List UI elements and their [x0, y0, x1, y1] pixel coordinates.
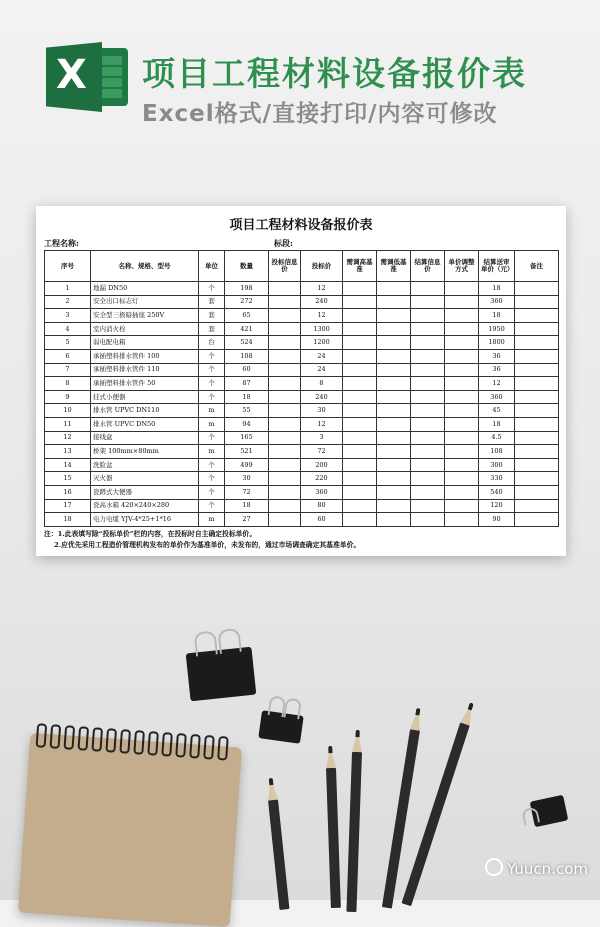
- table-cell: [269, 295, 301, 309]
- table-cell: [377, 349, 411, 363]
- table-cell: [445, 349, 479, 363]
- table-cell: [269, 472, 301, 486]
- column-header: 备注: [515, 251, 559, 282]
- table-cell: [269, 322, 301, 336]
- table-cell: [343, 472, 377, 486]
- table-cell: [343, 363, 377, 377]
- table-cell: [411, 336, 445, 350]
- table-cell: [445, 472, 479, 486]
- table-cell: 60: [301, 513, 343, 527]
- page-title: 项目工程材料设备报价表: [142, 54, 527, 93]
- table-cell: 421: [225, 322, 269, 336]
- table-cell: 2: [45, 295, 91, 309]
- table-cell: 300: [479, 458, 515, 472]
- table-cell: 330: [479, 472, 515, 486]
- table-cell: [269, 309, 301, 323]
- table-cell: [269, 349, 301, 363]
- table-cell: [343, 404, 377, 418]
- table-cell: [269, 404, 301, 418]
- table-cell: [445, 458, 479, 472]
- excel-logo-icon: [46, 42, 130, 112]
- table-cell: [445, 431, 479, 445]
- table-cell: [515, 485, 559, 499]
- binder-clip-icon: [186, 647, 257, 702]
- table-cell: [411, 472, 445, 486]
- table-cell: 499: [225, 458, 269, 472]
- column-header: 名称、规格、型号: [91, 251, 199, 282]
- table-cell: 65: [225, 309, 269, 323]
- table-cell: 45: [479, 404, 515, 418]
- table-cell: [343, 309, 377, 323]
- table-cell: 18: [45, 513, 91, 527]
- table-cell: 安全出口标志灯: [91, 295, 199, 309]
- table-cell: [343, 390, 377, 404]
- table-cell: 240: [301, 295, 343, 309]
- column-header: 序号: [45, 251, 91, 282]
- table-cell: 24: [301, 363, 343, 377]
- table-cell: 3: [301, 431, 343, 445]
- table-cell: [269, 445, 301, 459]
- table-cell: [445, 282, 479, 296]
- pencil-icon: [268, 799, 289, 909]
- table-cell: [411, 445, 445, 459]
- table-cell: 108: [225, 349, 269, 363]
- table-cell: 24: [301, 349, 343, 363]
- table-cell: 360: [479, 295, 515, 309]
- table-cell: 4.5: [479, 431, 515, 445]
- table-cell: 9: [45, 390, 91, 404]
- table-cell: 11: [45, 417, 91, 431]
- table-cell: 240: [301, 390, 343, 404]
- table-cell: 个: [199, 349, 225, 363]
- table-cell: [377, 472, 411, 486]
- binder-clip-icon: [258, 710, 303, 744]
- table-cell: 14: [45, 458, 91, 472]
- table-cell: [411, 458, 445, 472]
- table-cell: 个: [199, 363, 225, 377]
- table-cell: [269, 282, 301, 296]
- table-cell: [377, 377, 411, 391]
- table-cell: [445, 485, 479, 499]
- table-cell: 个: [199, 390, 225, 404]
- table-cell: 18: [225, 499, 269, 513]
- table-cell: 18: [479, 417, 515, 431]
- table-cell: 27: [225, 513, 269, 527]
- table-cell: 3: [45, 309, 91, 323]
- table-row: [45, 472, 559, 486]
- section-label: 标段:: [274, 238, 293, 248]
- table-cell: [343, 295, 377, 309]
- table-cell: 套: [199, 322, 225, 336]
- table-cell: [515, 431, 559, 445]
- table-cell: 360: [479, 390, 515, 404]
- table-row: [45, 445, 559, 459]
- table-cell: 30: [225, 472, 269, 486]
- table-cell: 电力电缆 YJV-4*25+1*16: [91, 513, 199, 527]
- table-cell: [377, 417, 411, 431]
- table-cell: [515, 282, 559, 296]
- table-cell: [411, 417, 445, 431]
- table-cell: [269, 377, 301, 391]
- table-cell: [411, 282, 445, 296]
- table-row: [45, 295, 559, 309]
- table-cell: [411, 363, 445, 377]
- table-cell: 12: [301, 417, 343, 431]
- table-cell: [411, 349, 445, 363]
- table-row: [45, 513, 559, 527]
- pencil-icon: [346, 752, 362, 912]
- table-row: [45, 336, 559, 350]
- pencil-icon: [326, 768, 341, 908]
- table-cell: [377, 295, 411, 309]
- table-cell: m: [199, 513, 225, 527]
- table-cell: [411, 485, 445, 499]
- table-cell: [343, 513, 377, 527]
- table-cell: 个: [199, 458, 225, 472]
- table-cell: 弱电配电箱: [91, 336, 199, 350]
- table-cell: [343, 445, 377, 459]
- table-cell: [411, 404, 445, 418]
- table-cell: [269, 390, 301, 404]
- notes: [44, 529, 360, 551]
- table-cell: [515, 404, 559, 418]
- table-cell: 18: [225, 390, 269, 404]
- table-cell: [411, 322, 445, 336]
- table-row: [45, 404, 559, 418]
- table-cell: [377, 282, 411, 296]
- table-cell: [269, 417, 301, 431]
- table-cell: 12: [45, 431, 91, 445]
- table-cell: [269, 363, 301, 377]
- watermark: [485, 858, 588, 878]
- table-cell: 15: [45, 472, 91, 486]
- table-cell: 108: [479, 445, 515, 459]
- table-cell: [377, 445, 411, 459]
- table-cell: 55: [225, 404, 269, 418]
- table-cell: [343, 499, 377, 513]
- table-cell: 165: [225, 431, 269, 445]
- table-cell: [377, 322, 411, 336]
- table-cell: [515, 458, 559, 472]
- table-cell: 18: [479, 282, 515, 296]
- document-preview: [36, 206, 566, 556]
- document-title: 项目工程材料设备报价表: [229, 218, 373, 233]
- table-cell: 60: [225, 363, 269, 377]
- table-cell: [445, 377, 479, 391]
- table-cell: [377, 309, 411, 323]
- table-cell: 272: [225, 295, 269, 309]
- table-header-row: [45, 251, 559, 282]
- table-cell: 瓷蹲式大便器: [91, 485, 199, 499]
- table-cell: [515, 349, 559, 363]
- table-cell: 7: [45, 363, 91, 377]
- table-cell: [269, 336, 301, 350]
- table-cell: 承插塑料排水管件 50: [91, 377, 199, 391]
- table-cell: [343, 417, 377, 431]
- table-cell: [515, 322, 559, 336]
- table-row: [45, 309, 559, 323]
- table-cell: [343, 322, 377, 336]
- table-cell: 4: [45, 322, 91, 336]
- table-cell: [515, 363, 559, 377]
- table-cell: 30: [301, 404, 343, 418]
- table-row: [45, 458, 559, 472]
- table-row: [45, 485, 559, 499]
- table-cell: 8: [45, 377, 91, 391]
- table-cell: 12: [301, 309, 343, 323]
- table-cell: 个: [199, 485, 225, 499]
- table-cell: [515, 336, 559, 350]
- column-header: 单位: [199, 251, 225, 282]
- table-cell: [515, 309, 559, 323]
- column-header: 结算送审单价（元）: [479, 251, 515, 282]
- table-row: [45, 390, 559, 404]
- table-cell: [411, 390, 445, 404]
- table-cell: [269, 458, 301, 472]
- table-row: [45, 282, 559, 296]
- table-cell: 个: [199, 431, 225, 445]
- table-cell: 瓷高水箱 420×240×280: [91, 499, 199, 513]
- table-cell: [445, 336, 479, 350]
- table-cell: [377, 336, 411, 350]
- note-1: 注：1.此表填写除“投标单价”栏的内容，在投标时自主确定投标单价。: [44, 530, 257, 538]
- table-cell: [377, 499, 411, 513]
- table-cell: [343, 377, 377, 391]
- page-subtitle: Excel格式/直接打印/内容可修改: [142, 101, 498, 127]
- table-cell: 个: [199, 282, 225, 296]
- table-cell: [377, 363, 411, 377]
- table-cell: 524: [225, 336, 269, 350]
- table-cell: 16: [45, 485, 91, 499]
- table-cell: 36: [479, 349, 515, 363]
- table-cell: 灭火器: [91, 472, 199, 486]
- table-cell: 18: [479, 309, 515, 323]
- table-cell: 94: [225, 417, 269, 431]
- table-cell: [515, 472, 559, 486]
- table-row: [45, 363, 559, 377]
- table-cell: 洗脸盆: [91, 458, 199, 472]
- table-cell: 个: [199, 472, 225, 486]
- table-cell: [269, 431, 301, 445]
- table-cell: 36: [479, 363, 515, 377]
- table-cell: [377, 513, 411, 527]
- project-name-label: 工程名称:: [44, 238, 79, 248]
- table-cell: [445, 295, 479, 309]
- table-cell: 17: [45, 499, 91, 513]
- table-cell: 挂式小便器: [91, 390, 199, 404]
- notebook-image: [18, 733, 242, 927]
- column-header: 投标价: [301, 251, 343, 282]
- table-cell: 安全型三极暗插座 250V: [91, 309, 199, 323]
- table-cell: 200: [301, 458, 343, 472]
- table-cell: 12: [479, 377, 515, 391]
- table-cell: 套: [199, 309, 225, 323]
- table-cell: [377, 431, 411, 445]
- table-cell: 个: [199, 377, 225, 391]
- table-cell: 承插塑料排水管件 110: [91, 363, 199, 377]
- table-cell: 1300: [301, 322, 343, 336]
- logo-letter: X: [56, 52, 87, 98]
- watermark-icon: [485, 858, 503, 876]
- table-cell: [515, 499, 559, 513]
- table-cell: [515, 390, 559, 404]
- table-cell: [445, 513, 479, 527]
- table-cell: [269, 513, 301, 527]
- table-cell: [343, 336, 377, 350]
- table-cell: 120: [479, 499, 515, 513]
- watermark-text: Yuucn.com: [506, 860, 588, 878]
- table-cell: [445, 390, 479, 404]
- table-cell: [377, 485, 411, 499]
- table-cell: 1200: [301, 336, 343, 350]
- table-cell: 承插塑料排水管件 100: [91, 349, 199, 363]
- table-cell: [515, 513, 559, 527]
- table-cell: 接线盒: [91, 431, 199, 445]
- binder-clip-icon: [530, 795, 569, 828]
- table-cell: m: [199, 404, 225, 418]
- table-cell: 10: [45, 404, 91, 418]
- table-cell: 198: [225, 282, 269, 296]
- table-cell: [411, 309, 445, 323]
- table-cell: 360: [301, 485, 343, 499]
- table-cell: [515, 295, 559, 309]
- table-cell: 87: [225, 377, 269, 391]
- table-cell: [269, 485, 301, 499]
- table-cell: [377, 404, 411, 418]
- table-cell: 地漏 DN50: [91, 282, 199, 296]
- table-cell: 1950: [479, 322, 515, 336]
- table-cell: 个: [199, 499, 225, 513]
- table-cell: [411, 499, 445, 513]
- table-cell: [411, 377, 445, 391]
- table-cell: 套: [199, 295, 225, 309]
- quote-table: [44, 250, 559, 527]
- table-cell: m: [199, 417, 225, 431]
- table-cell: [445, 445, 479, 459]
- table-cell: 1800: [479, 336, 515, 350]
- table-cell: 80: [301, 499, 343, 513]
- table-cell: m: [199, 445, 225, 459]
- table-cell: [515, 417, 559, 431]
- table-row: [45, 322, 559, 336]
- table-cell: 521: [225, 445, 269, 459]
- table-cell: [445, 404, 479, 418]
- column-header: 需调高基准: [343, 251, 377, 282]
- table-cell: 8: [301, 377, 343, 391]
- table-cell: 台: [199, 336, 225, 350]
- table-row: [45, 377, 559, 391]
- table-body: [45, 282, 559, 527]
- column-header: 数量: [225, 251, 269, 282]
- table-cell: [377, 458, 411, 472]
- table-cell: 排水管 UPVC DN50: [91, 417, 199, 431]
- note-2: 2.应优先采用工程造价管理机构发布的单价作为基准单价，未发布的，通过市场调查确定其基准单价。: [54, 541, 361, 549]
- table-cell: [411, 431, 445, 445]
- table-cell: 桥架 100mm×80mm: [91, 445, 199, 459]
- table-cell: [445, 499, 479, 513]
- table-row: [45, 499, 559, 513]
- table-cell: 90: [479, 513, 515, 527]
- table-cell: [343, 349, 377, 363]
- column-header: 需调低基准: [377, 251, 411, 282]
- table-cell: [445, 322, 479, 336]
- table-row: [45, 349, 559, 363]
- table-cell: 72: [301, 445, 343, 459]
- table-cell: 540: [479, 485, 515, 499]
- table-cell: [445, 417, 479, 431]
- table-cell: [343, 458, 377, 472]
- table-cell: 72: [225, 485, 269, 499]
- table-cell: [411, 513, 445, 527]
- table-cell: 12: [301, 282, 343, 296]
- table-cell: [377, 390, 411, 404]
- table-cell: [343, 431, 377, 445]
- column-header: 结算信息价: [411, 251, 445, 282]
- table-cell: [515, 445, 559, 459]
- table-cell: [445, 363, 479, 377]
- table-cell: [411, 295, 445, 309]
- table-cell: [343, 282, 377, 296]
- table-cell: [515, 377, 559, 391]
- table-row: [45, 431, 559, 445]
- table-cell: 13: [45, 445, 91, 459]
- column-header: 单价调整方式: [445, 251, 479, 282]
- table-cell: 1: [45, 282, 91, 296]
- table-cell: [269, 499, 301, 513]
- table-cell: 排水管 UPVC DN110: [91, 404, 199, 418]
- table-cell: 6: [45, 349, 91, 363]
- table-cell: 220: [301, 472, 343, 486]
- table-cell: [343, 485, 377, 499]
- table-cell: 室内消火栓: [91, 322, 199, 336]
- table-cell: [445, 309, 479, 323]
- column-header: 投标信息价: [269, 251, 301, 282]
- table-row: [45, 417, 559, 431]
- table-cell: 5: [45, 336, 91, 350]
